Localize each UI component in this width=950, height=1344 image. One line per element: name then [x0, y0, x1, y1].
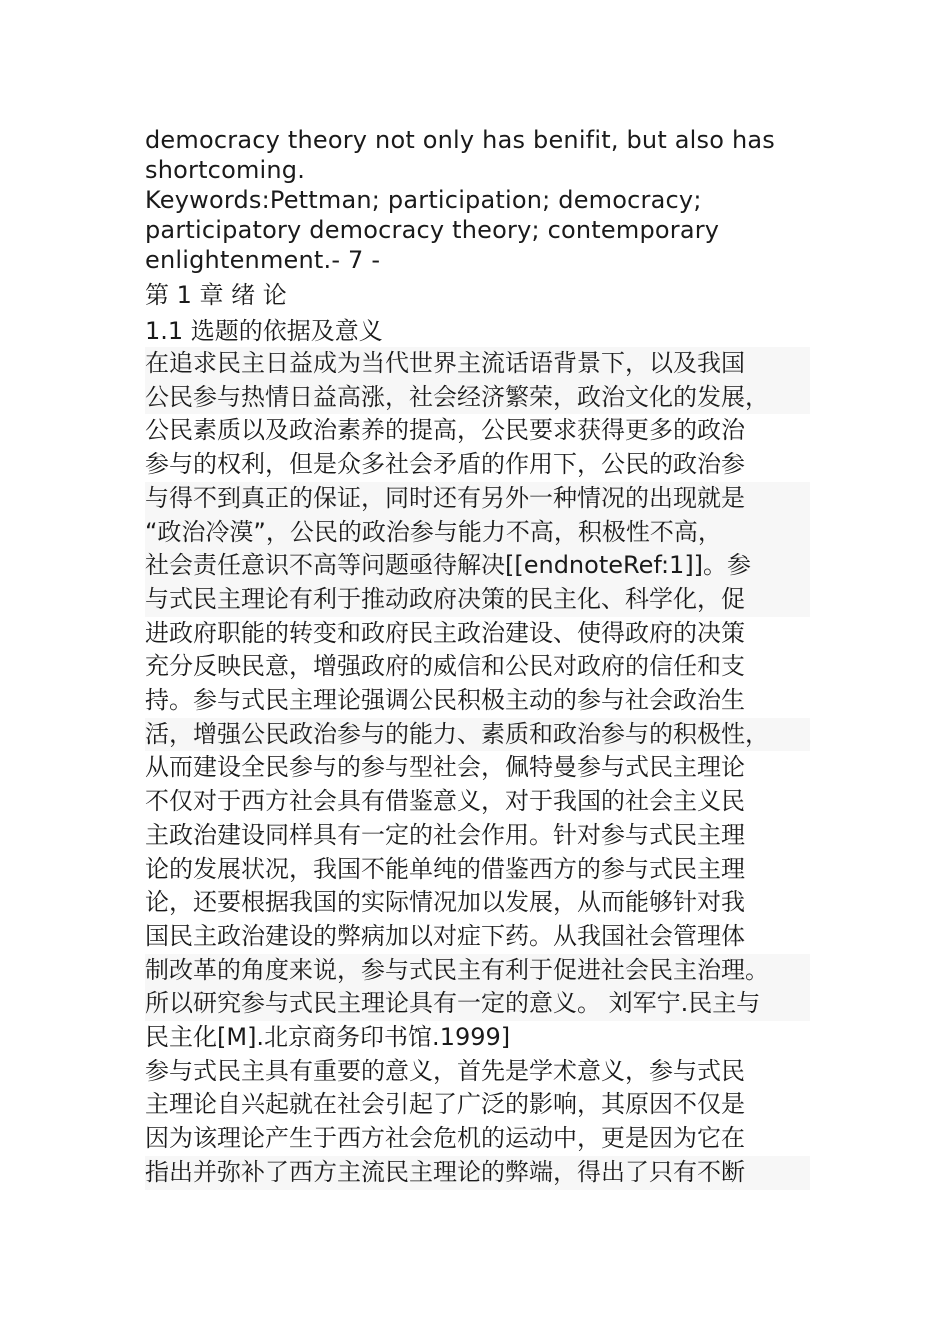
text-line: 民主化[M].北京商务印书馆.1999] [145, 1023, 511, 1052]
paragraph-2 [145, 1055, 810, 1190]
text-line: 论的发展状况，我国不能单纯的借鉴西方的参与式民主理 [145, 854, 745, 883]
text-line: 论，还要根据我国的实际情况加以发展，从而能够针对我 [145, 888, 745, 917]
document-page [145, 125, 810, 1190]
text-line: 主理论自兴起就在社会引起了广泛的影响，其原因不仅是 [145, 1090, 745, 1119]
chapter-title: 第 1 章 绪 论 [145, 281, 287, 309]
text-line: 主政治建设同样具有一定的社会作用。针对参与式民主理 [145, 820, 745, 849]
text-line: 与得不到真正的保证，同时还有另外一种情况的出现就是 [145, 482, 810, 516]
text-line: 参与式民主具有重要的意义，首先是学术意义，参与式民 [145, 1056, 745, 1085]
text-line: 所以研究参与式民主理论具有一定的意义。 刘军宁.民主与 [145, 987, 810, 1021]
text-line: 参与的权利，但是众多社会矛盾的作用下，公民的政治参 [145, 450, 745, 479]
text-line: 指出并弥补了西方主流民主理论的弊端，得出了只有不断 [145, 1156, 810, 1190]
text-line: 活，增强公民政治参与的能力、素质和政治参与的积极性， [145, 718, 810, 752]
text-line: 从而建设全民参与的参与型社会，佩特曼参与式民主理论 [145, 753, 745, 782]
section-title: 1.1 选题的依据及意义 [145, 317, 383, 345]
text-line: 社会责任意识不高等问题亟待解决[[endnoteRef:1]]。参 [145, 549, 810, 583]
text-line: 进政府职能的转变和政府民主政治建设、使得政府的决策 [145, 618, 745, 647]
text-line: 充分反映民意，增强政府的威信和公民对政府的信任和支 [145, 652, 745, 681]
text-line: 持。参与式民主理论强调公民积极主动的参与社会政治生 [145, 686, 745, 715]
abstract-tail: democracy theory not only has benifit, but also has shortcoming. [145, 126, 775, 184]
text-line: 制改革的角度来说，参与式民主有利于促进社会民主治理。 [145, 954, 810, 988]
text-line: 公民素质以及政治素养的提高，公民要求获得更多的政治 [145, 416, 745, 445]
text-line: 不仅对于西方社会具有借鉴意义，对于我国的社会主义民 [145, 787, 745, 816]
text-line: 与式民主理论有利于推动政府决策的民主化、科学化，促 [145, 583, 810, 617]
text-line: 公民参与热情日益高涨，社会经济繁荣，政治文化的发展， [145, 381, 810, 415]
text-line: 在追求民主日益成为当代世界主流话语背景下，以及我国 [145, 347, 810, 381]
text-line: 国民主政治建设的弊病加以对症下药。从我国社会管理体 [145, 921, 745, 950]
text-line: “政治冷漠”，公民的政治参与能力不高，积极性不高， [145, 516, 810, 550]
keywords-line: Keywords:Pettman; participation; democracy; participatory democracy theory; contemporary enlightenment.- 7 - [145, 186, 720, 274]
text-line: 因为该理论产生于西方社会危机的运动中，更是因为它在 [145, 1124, 745, 1153]
paragraph-1 [145, 347, 810, 1055]
